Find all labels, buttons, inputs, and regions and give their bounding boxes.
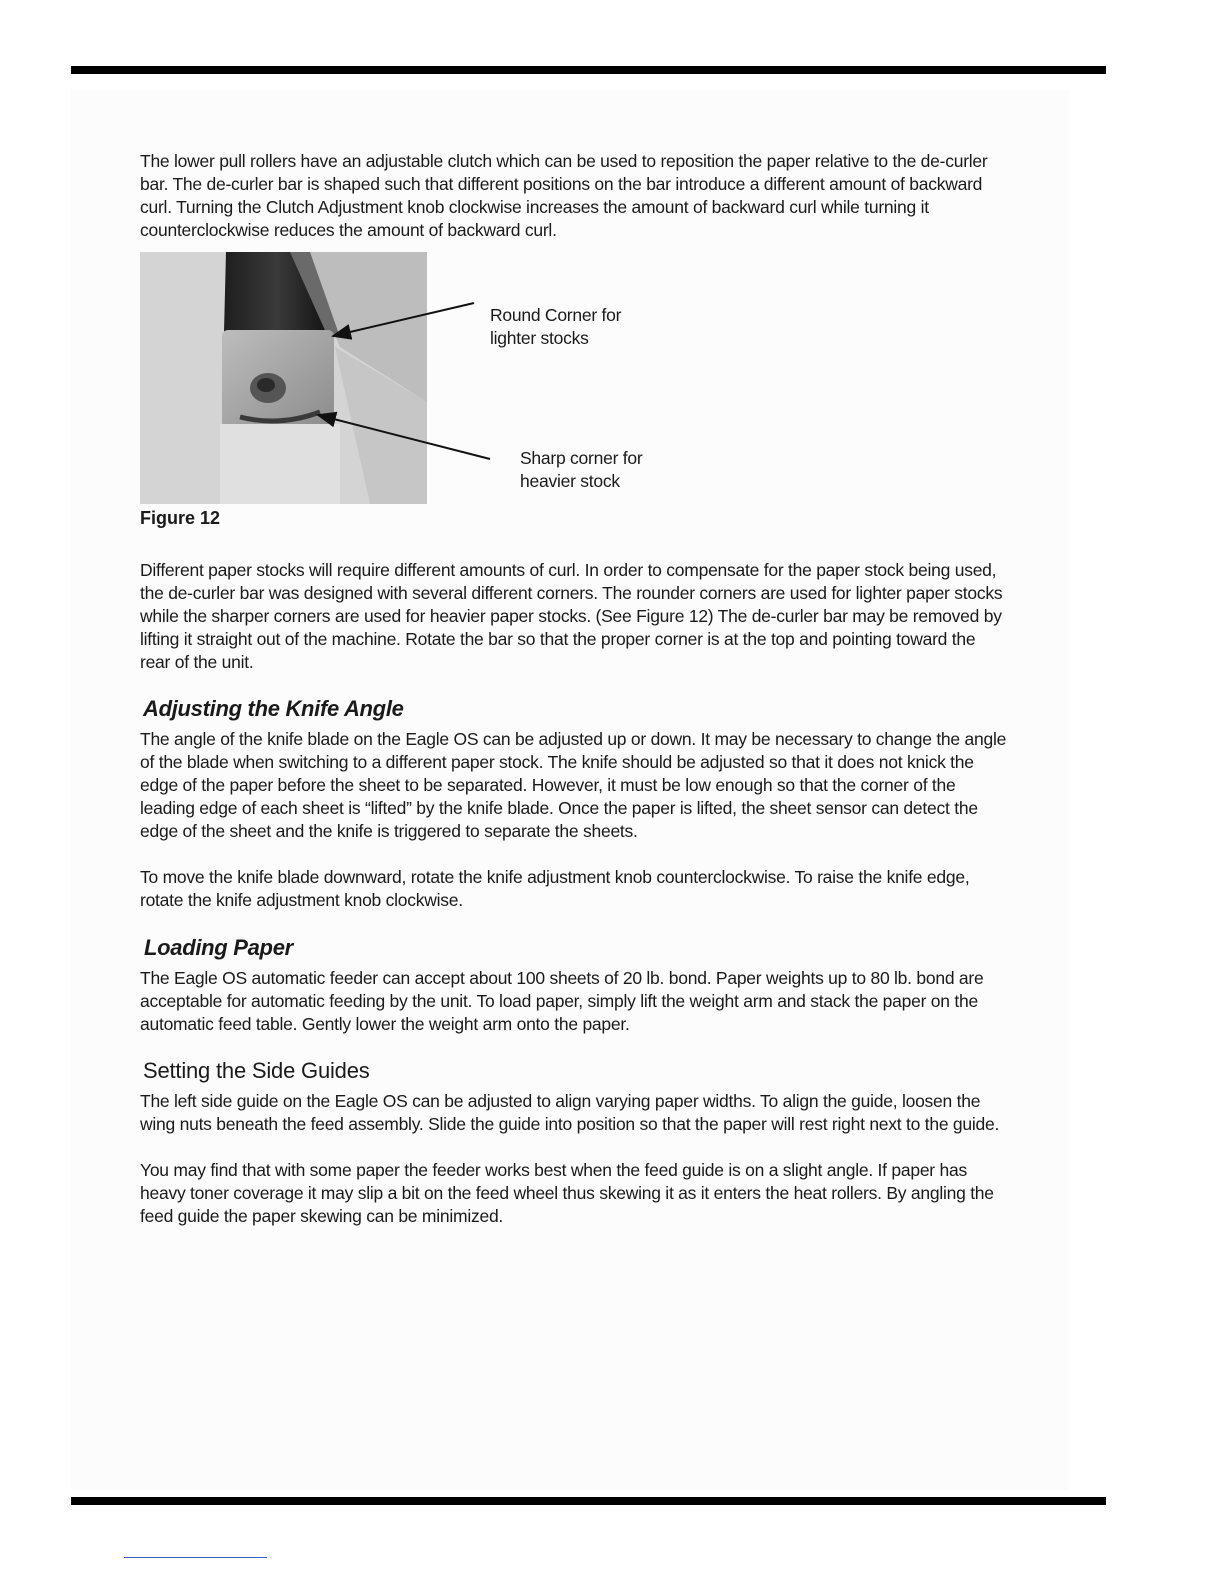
paper-stocks-paragraph: Different paper stocks will require different amounts of curl. In order to compensate for the paper stock being used, the de-curler bar was designed with several different corners. The rounder corners are used for lighter paper stocks while the sharper corners are used for heavier paper stocks. (See Figure 12) The de-curler bar may be removed by lifting it straight out of the machine. Rotate the bar so that the proper corner is at the top and pointing toward the rear of the unit. [140, 560, 1003, 672]
loading-paper-heading: Loading Paper [144, 935, 293, 960]
page-content [140, 150, 1010, 1228]
callout-round-line1: Round Corner for [490, 305, 622, 325]
side-guides-paragraph-1: The left side guide on the Eagle OS can be adjusted to align varying paper widths. To align the guide, loosen the wing nuts beneath the feed assembly. Slide the guide into position so that the paper will rest right next to the guide. [140, 1091, 1000, 1134]
callout-round-corner [490, 304, 621, 350]
side-guides-paragraph-2: You may find that with some paper the feeder works best when the feed guide is on a slight angle. If paper has heavy toner coverage it may slip a bit on the feed wheel thus skewing it as it enters the heat rollers. By angling the feed guide the paper skewing can be minimized. [140, 1160, 994, 1226]
loading-paper-paragraph: The Eagle OS automatic feeder can accept about 100 sheets of 20 lb. bond. Paper weights up to 80 lb. bond are acceptable for automatic feeding by the unit. To load paper, simply lift the weight arm and stack the paper on the automatic feed table. Gently lower the weight arm onto the paper. [140, 968, 984, 1034]
callout-sharp-line1: Sharp corner for [520, 448, 643, 468]
bottom-rule [71, 1497, 1106, 1505]
top-rule [71, 66, 1106, 74]
knife-angle-heading: Adjusting the Knife Angle [143, 696, 404, 721]
figure-caption: Figure 12 [140, 508, 221, 528]
callout-sharp-line2: heavier stock [520, 471, 620, 491]
decurler-bar-photo [140, 252, 427, 504]
callout-sharp-corner [520, 447, 642, 493]
figure-12 [140, 252, 1010, 508]
knife-paragraph-2: To move the knife blade downward, rotate the knife adjustment knob counterclockwise. To raise the knife edge, rotate the knife adjustment knob clockwise. [140, 867, 970, 910]
side-guides-heading: Setting the Side Guides [143, 1058, 370, 1083]
knife-paragraph-1: The angle of the knife blade on the Eagle OS can be adjusted up or down. It may be necessary to change the angle of the blade when switching to a different paper stock. The knife should be adjusted so that it does not knick the edge of the paper before the sheet to be separated. However, it must be low enough so that the corner of the leading edge of each sheet is “lifted” by the knife blade. Once the paper is lifted, the sheet sensor can detect the edge of the sheet and the knife is triggered to separate the sheets. [140, 729, 1007, 841]
intro-paragraph: The lower pull rollers have an adjustable clutch which can be used to reposition the paper relative to the de-curler bar. The de-curler bar is shaped such that different positions on the bar introduce a different amount of backward curl. Turning the Clutch Adjustment knob clockwise increases the amount of backward curl while turning it counterclockwise reduces the amount of backward curl. [140, 151, 988, 240]
callout-round-line2: lighter stocks [490, 328, 589, 348]
footer-link-underline[interactable] [124, 1557, 267, 1558]
